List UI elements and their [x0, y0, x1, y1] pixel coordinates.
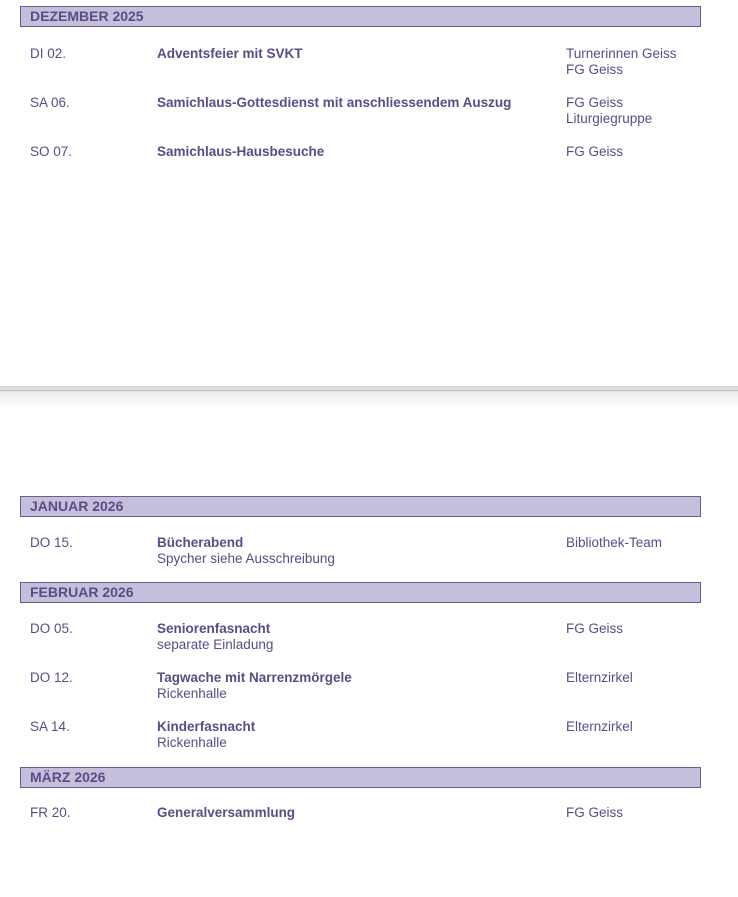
event-date: DO 05.: [30, 621, 73, 636]
organizer-line: FG Geiss: [566, 144, 624, 159]
event-subtitle: Rickenhalle: [157, 686, 227, 701]
month-header-februar-2026: FEBRUAR 2026: [20, 582, 701, 603]
page-break-divider: [0, 386, 738, 408]
event-organizer: [566, 670, 633, 686]
event-organizer: [566, 719, 633, 735]
event-subtitle: Rickenhalle: [157, 735, 227, 750]
event-date: SA 06.: [30, 95, 70, 110]
event-subtitle: separate Einladung: [157, 637, 274, 652]
event-title: Generalversammlung: [157, 805, 296, 820]
event-organizer: [566, 46, 677, 78]
organizer-line: FG Geiss: [566, 95, 624, 110]
organizer-line: Elternzirkel: [566, 719, 633, 734]
event-organizer: [566, 621, 623, 637]
event-date: DI 02.: [30, 46, 67, 61]
event-date: FR 20.: [30, 805, 71, 820]
month-header-dezember-2025: DEZEMBER 2025: [20, 6, 701, 27]
event-title: Samichlaus-Gottesdienst mit anschliessendem Auszug: [157, 95, 512, 110]
event-organizer: [566, 535, 662, 551]
month-header-januar-2026: JANUAR 2026: [20, 496, 701, 517]
event-title: Bücherabend: [157, 535, 244, 550]
organizer-line: Turnerinnen Geiss: [566, 46, 677, 61]
event-title: Samichlaus-Hausbesuche: [157, 144, 325, 159]
organizer-line: Elternzirkel: [566, 670, 633, 685]
organizer-line: Liturgiegruppe: [566, 111, 653, 126]
month-header-maerz-2026: MÄRZ 2026: [20, 767, 701, 788]
event-title: Tagwache mit Narrenzmörgele: [157, 670, 352, 685]
organizer-line: Bibliothek-Team: [566, 535, 663, 550]
event-date: SA 14.: [30, 719, 70, 734]
organizer-line: FG Geiss: [566, 805, 624, 820]
event-organizer: [566, 95, 652, 127]
event-date: DO 15.: [30, 535, 73, 550]
event-organizer: [566, 805, 623, 821]
event-date: DO 12.: [30, 670, 73, 685]
event-title: Seniorenfasnacht: [157, 621, 271, 636]
event-title: Kinderfasnacht: [157, 719, 256, 734]
event-organizer: [566, 144, 623, 160]
organizer-line: FG Geiss: [566, 62, 624, 77]
organizer-line: FG Geiss: [566, 621, 624, 636]
event-date: SO 07.: [30, 144, 73, 159]
event-title: Adventsfeier mit SVKT: [157, 46, 303, 61]
event-subtitle: Spycher siehe Ausschreibung: [157, 551, 335, 566]
